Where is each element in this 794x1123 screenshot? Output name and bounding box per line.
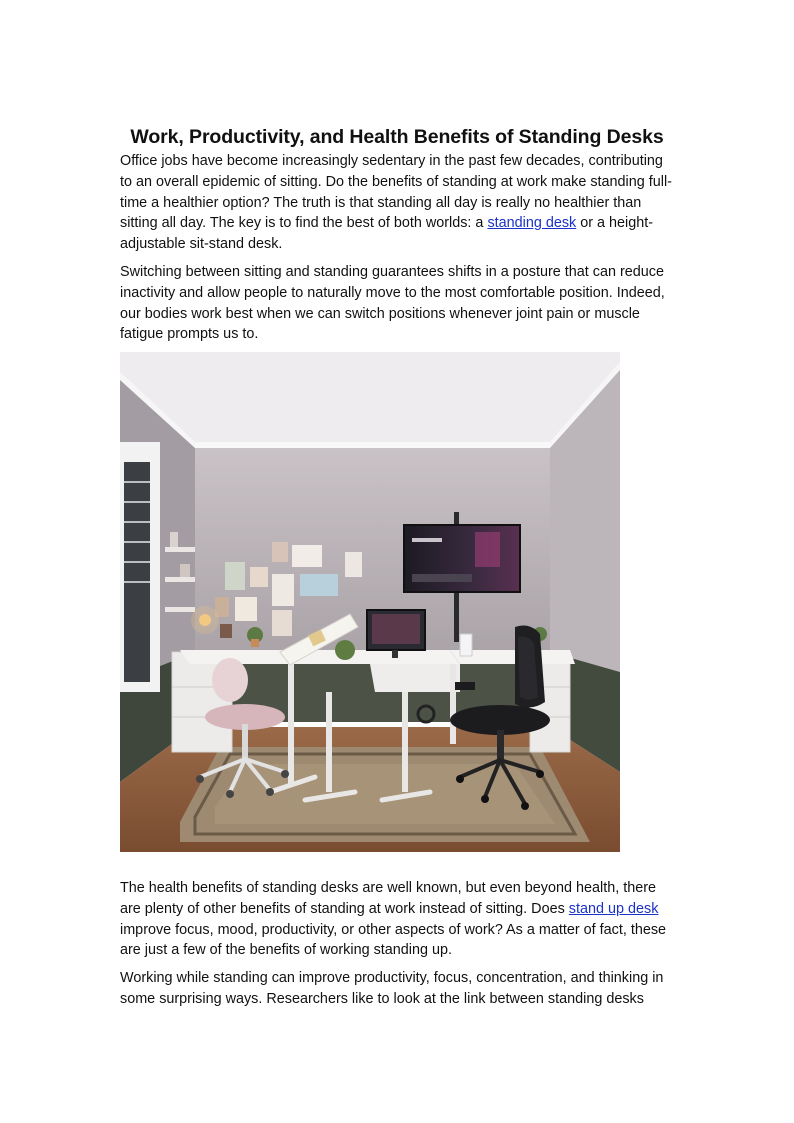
- window-glass: [124, 462, 150, 682]
- desk-center-top: [370, 664, 460, 692]
- document-title: Work, Productivity, and Health Benefits of Standing Desks: [130, 126, 664, 149]
- crown-molding: [195, 442, 550, 448]
- paragraph-1-text-a: Office jobs have become increasingly sedentary in the past few decades, contributing to an overall epidemic of sitting. Do the benefits of standing at work make standing full-time a healthier option? The truth is that standing all day is really no healthier than sitting all day. The key is to find the best of both worlds: a: [120, 153, 672, 232]
- standing-desk-link[interactable]: standing desk: [487, 215, 577, 232]
- stand-up-desk-link[interactable]: stand up desk: [568, 900, 659, 917]
- paragraph-1: [120, 151, 676, 255]
- paragraph-3-text-a: The health benefits of standing desks are well known, but even beyond health, there are plenty of other benefits of standing at work instead of sitting. Does: [120, 880, 657, 917]
- paragraph-2: Switching between sitting and standing guarantees shifts in a posture that can reduce inactivity and allow people to naturally move to the most comfortable position. Indeed, our bodies work best when we can switch positions whenever joint pain or muscle fatigue prompts us to.: [120, 264, 665, 343]
- home-office-illustration: [120, 352, 620, 852]
- paragraph-1-text-b: or a height-adjustable sit-stand desk.: [120, 215, 654, 253]
- ceiling: [120, 352, 620, 442]
- paragraph-3: [120, 878, 676, 961]
- home-office-photo: [120, 352, 620, 852]
- plant-center: [335, 640, 355, 660]
- game-console: [460, 634, 472, 656]
- paragraph-4: Working while standing can improve productivity, focus, concentration, and thinking in some surprising ways. Researchers like to look at the link between standing desks: [120, 970, 664, 1007]
- paragraph-3-text-b: improve focus, mood, productivity, or other aspects of work? As a matter of fact, these are just a few of the benefits of working standing up.: [120, 921, 667, 959]
